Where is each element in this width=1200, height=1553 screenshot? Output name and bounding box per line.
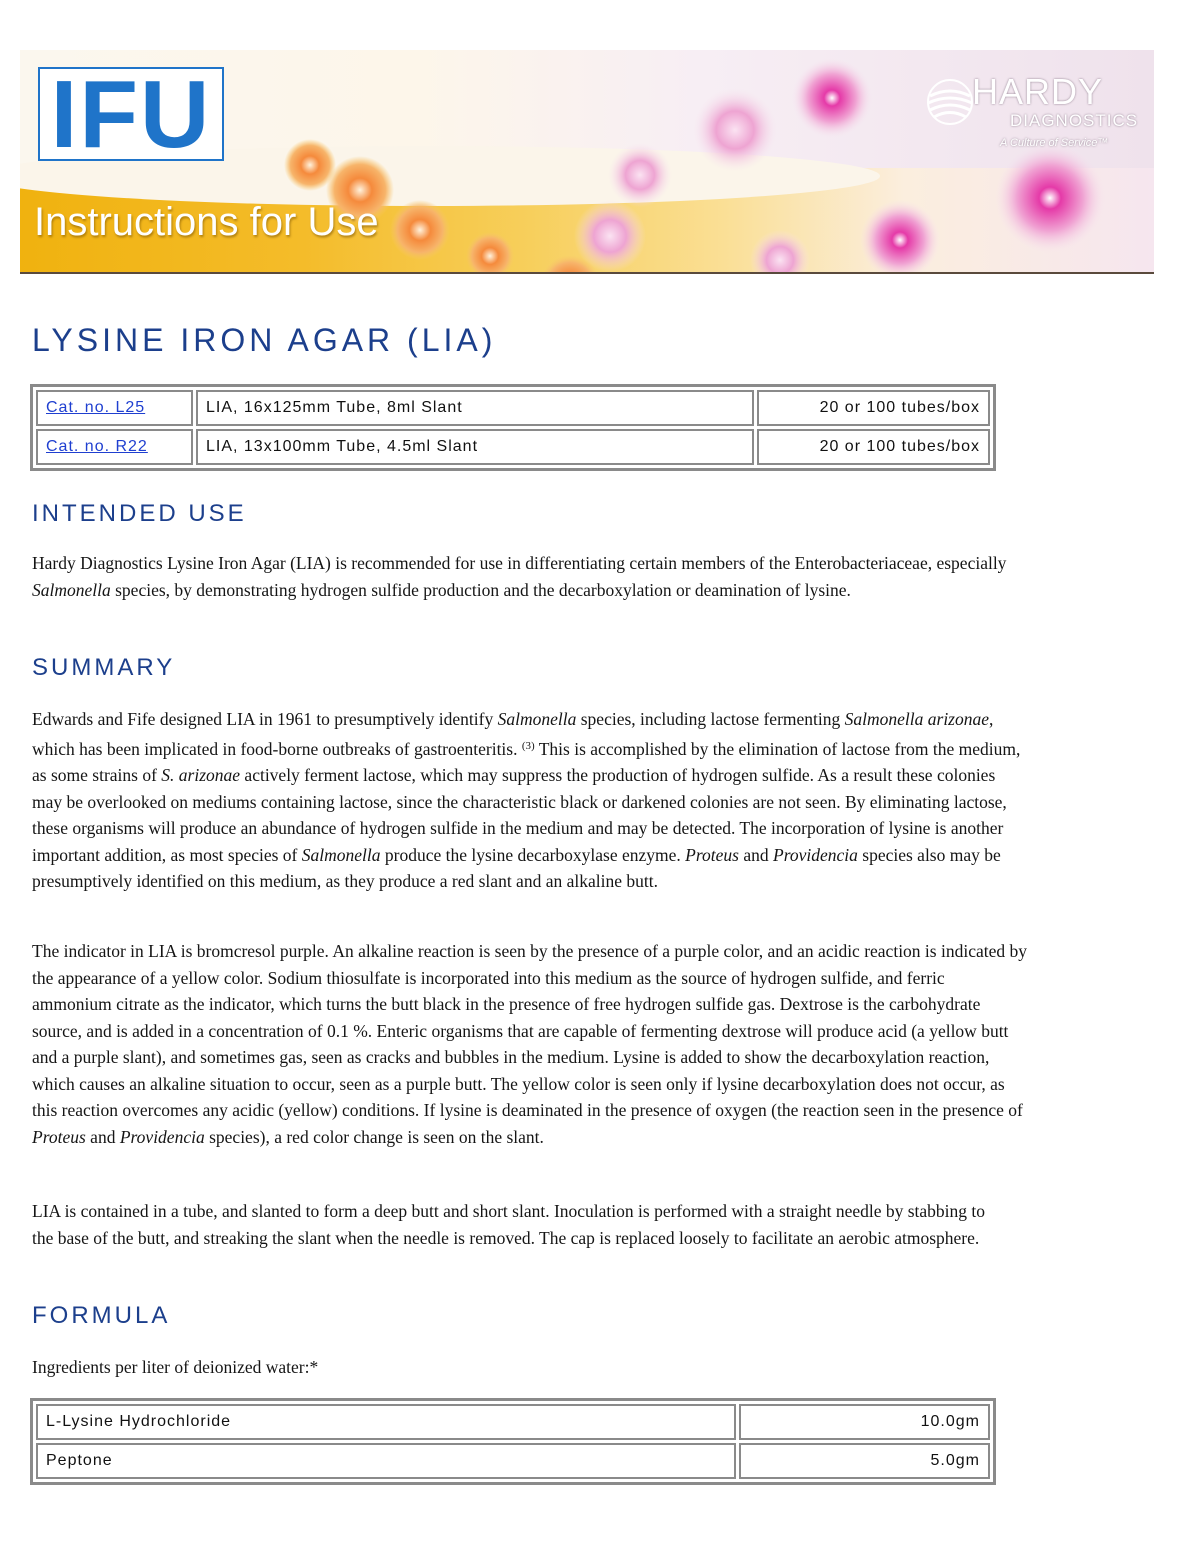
catalog-cell-desc: LIA, 16x125mm Tube, 8ml Slant [196,390,754,426]
text-run: Hardy Diagnostics Lysine Iron Agar (LIA) is recommended for use in differentiating certain members of the Enterobacteriaceae, especially [32,553,1007,573]
text-run: produce the lysine decarboxylase enzyme. [380,844,686,865]
catalog-link[interactable]: Cat. no. R22 [46,438,148,455]
logo-name: HARDY [972,71,1104,112]
italic-run: S. arizonae [161,765,241,785]
summary-paragraph-2 [32,938,1027,1150]
catalog-cell-number [36,429,193,465]
catalog-row [36,429,990,465]
formula-row [36,1404,990,1440]
italic-run: Salmonella [301,844,381,865]
text-run: species also may be presumptively identified on this medium, as they produce a red slant and an alkaline butt. [32,844,1001,891]
catalog-cell-desc: LIA, 13x100mm Tube, 4.5ml Slant [196,429,754,465]
catalog-cell-qty: 20 or 100 tubes/box [757,429,990,465]
text-run: Edwards and Fife designed LIA in 1961 to presumptively identify [32,709,498,729]
text-run: and [85,1126,120,1147]
hardy-globe-icon [924,76,976,128]
catalog-cell-qty: 20 or 100 tubes/box [757,390,990,426]
formula-intro: Ingredients per liter of deionized water:* [32,1357,319,1377]
intended-use-paragraph [32,550,1032,603]
ingredient-name: L-Lysine Hydrochloride [36,1404,736,1440]
formula-table [30,1398,996,1485]
text-run: actively ferment lactose, which may suppress the production of hydrogen sulfide. As a result these colonies may be overlooked on mediums containing lactose, since the characteristic black or darkened colonies are not seen. By eliminating lactose, these organisms will produce an abundance of hydrogen sulfide in the medium and may be detected. The incorporation of lysine is another important addition, as most species of [32,765,1007,865]
catalog-row [36,390,990,426]
italic-run: Salmonella [497,709,577,729]
italic-run: Providencia [773,844,858,865]
text-run: , which has been implicated in food-borne outbreaks of gastroenteritis. [32,709,994,759]
page-title: LYSINE IRON AGAR (LIA) [32,322,497,358]
logo-tagline: A Culture of Service™ [1000,137,1109,149]
formula-row [36,1443,990,1479]
italic-run: Proteus [32,1126,86,1147]
ingredient-amount: 5.0gm [739,1443,990,1479]
catalog-table [30,384,996,471]
ifu-banner [20,50,1154,274]
formula-heading: FORMULA [32,1302,171,1329]
italic-run: Proteus [685,844,739,865]
catalog-cell-number [36,390,193,426]
text-run: species), a red color change is seen on the slant. [204,1126,544,1147]
text-run: species, including lactose fermenting [576,709,845,729]
italic-run: Providencia [119,1126,205,1147]
catalog-link[interactable]: Cat. no. L25 [46,399,146,416]
italic-run: Salmonella [32,579,111,600]
ingredient-name: Peptone [36,1443,736,1479]
ifu-badge-text: IFU [50,61,212,168]
intended-use-heading: INTENDED USE [32,500,247,527]
ifu-badge [38,61,224,168]
ingredient-amount: 10.0gm [739,1404,990,1440]
italic-run: Salmonella arizonae [844,709,990,729]
text-run: The indicator in LIA is bromcresol purple. An alkaline reaction is seen by the presence of a purple color, and an acidic reaction is indicated by the appearance of a yellow color. Sodium thiosulfate is incorporated into this medium as the source of hydrogen sulfide, and ferric ammonium citrate as the indicator, which turns the butt black in the presence of free hydrogen sulfide gas. Dextrose is the carbohydrate source, and is added in a concentration of 0.1 %. Enteric organisms that are capable of fermenting dextrose will produce acid (a yellow butt and a purple slant), and sometimes gas, seen as cracks and bubbles in the medium. Lysine is added to show the decarboxylation reaction, which causes an alkaline situation to occur, seen as a purple butt. The yellow color is seen only if lysine decarboxylation does not occur, as this reaction overcomes any acidic (yellow) conditions. If lysine is deaminated in the presence of oxygen (the reaction seen in the presence of [32,941,1027,1120]
text-run: and [738,844,773,865]
summary-paragraph-3: LIA is contained in a tube, and slanted to form a deep butt and short slant. Inoculation is performed with a straight needle by stabbing to the base of the butt, and streaking the slant when the needle is removed. The cap is replaced loosely to facilitate an aerobic atmosphere. [32,1201,986,1248]
banner-subtitle: Instructions for Use [34,200,379,244]
reference-marker: (3) [521,739,535,752]
text-run: species, by demonstrating hydrogen sulfide production and the decarboxylation or deamination of lysine. [110,579,851,600]
summary-paragraph-1 [32,706,1022,895]
logo-subtitle: DIAGNOSTICS [1010,111,1139,130]
summary-heading: SUMMARY [32,654,176,681]
text-run: This is accomplished by the elimination of lactose from the medium, as some strains of [32,738,1021,785]
hardy-logo [924,71,1144,164]
